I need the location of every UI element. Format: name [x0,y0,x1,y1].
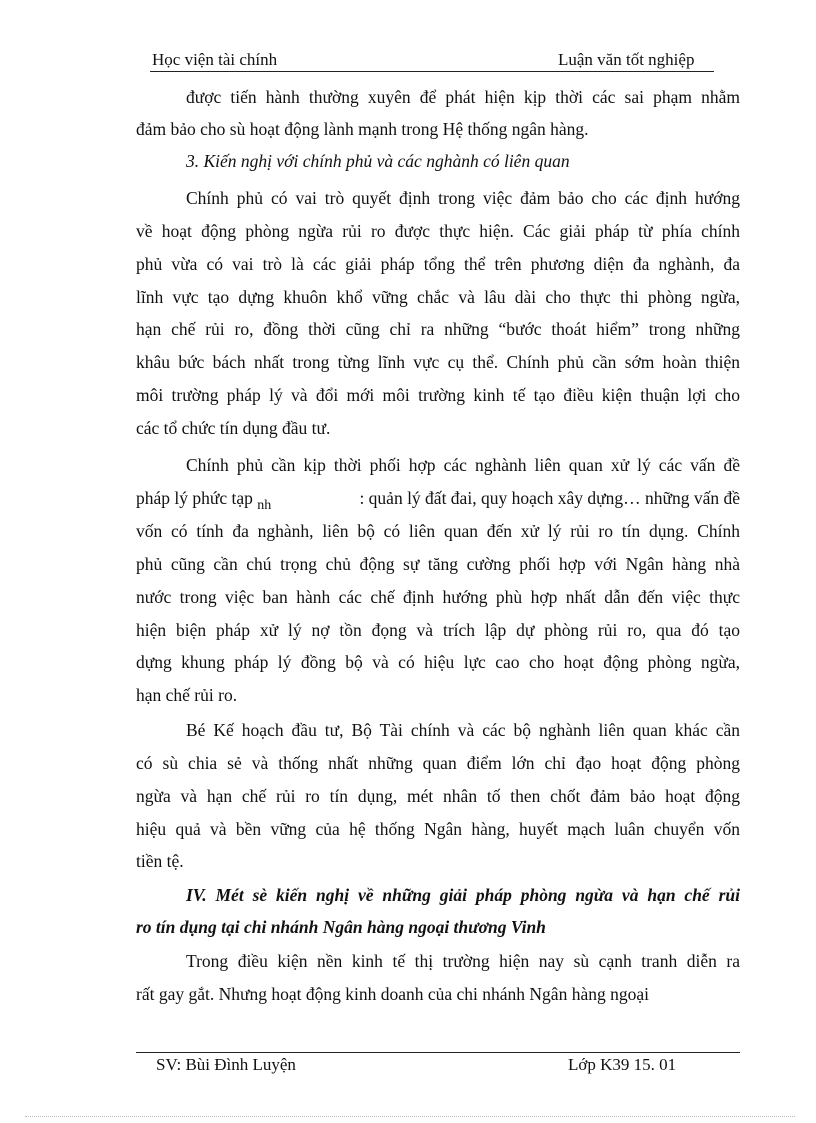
body-line: dựng khung pháp lý đồng bộ và có hiệu lực cao cho hoạt động phòng ngừa, [136,652,740,672]
body-line: Chính phủ có vai trò quyết định trong việc đảm bảo cho các định hướng [186,188,740,208]
line-text: pháp lý phức tạp [136,488,253,508]
body-line: được tiến hành thường xuyên để phát hiện kịp thời các sai phạm nhằm [186,87,740,107]
body-line: hiệu quả và bền vững của hệ thống Ngân hàng, huyết mạch luân chuyển vốn [136,819,740,839]
body-line: hạn chế rủi ro. [136,685,238,705]
page-footer-left: SV: Bùi Đình Luyện [156,1055,296,1074]
line-end: : quản lý đất đai, quy hoạch xây dựng… những vấn đề [359,488,740,508]
body-line: môi trường pháp lý và đổi mới môi trường kinh tế tạo điều kiện thuận lợi cho [136,385,740,405]
body-line: khâu bức bách nhất trong từng lĩnh vực cụ thể. Chính phủ cần sớm hoàn thiện [136,352,740,372]
footer-rule [136,1052,740,1053]
body-line: Chính phủ cần kịp thời phối hợp các nghành liên quan xử lý các vấn đề [186,455,740,475]
body-line: hiện biện pháp xử lý nợ tồn đọng và trích lập dự phòng rủi ro, qua đó tạo [136,620,740,640]
body-line: đảm bảo cho sù hoạt động lành mạnh trong Hệ thống ngân hàng. [136,119,589,139]
section-heading: IV. Mét sè kiến nghị về những giải pháp phòng ngừa và hạn chế rủi [186,885,740,905]
section-heading: ro tín dụng tại chi nhánh Ngân hàng ngoại thương Vinh [136,917,546,937]
body-line: các tổ chức tín dụng đầu tư. [136,418,331,438]
body-line: Trong điều kiện nền kinh tế thị trường hiện nay sù cạnh tranh diễn ra [186,951,740,971]
page-bottom-border [25,1116,795,1117]
body-line: vốn có tính đa nghành, liên bộ có liên quan đến xử lý rủi ro tín dụng. Chính [136,521,740,541]
body-line: ngừa và hạn chế rủi ro tín dụng, mét nhân tố then chốt đảm bảo hoạt động [136,786,740,806]
body-line [136,485,740,511]
body-line: lĩnh vực tạo dựng khuôn khổ vững chắc và lâu dài cho thực thi phòng ngừa, [136,287,740,307]
page-footer-right: Lớp K39 15. 01 [568,1055,677,1074]
body-line: hạn chế rủi ro, đồng thời cũng chỉ ra những “bước thoát hiểm” trong những [136,319,740,339]
body-line: phủ cũng cần chú trọng chủ động sự tăng cường phối hợp với Ngân hàng nhà [136,554,740,574]
body-line: có sù chia sẻ và thống nhất những quan điểm lớn chỉ đạo hoạt động phòng [136,753,740,773]
section-heading: 3. Kiến nghị với chính phủ và các nghành có liên quan [186,151,570,171]
page-header-left: Học viện tài chính [152,50,278,69]
line-start [136,485,271,511]
header-rule [150,71,714,72]
subscript-fragment: nh [257,498,272,513]
body-line: phủ vừa có vai trò là các giải pháp tổng thể trên phương diện đa nghành, đa [136,254,740,274]
body-line: rất gay gắt. Nhưng hoạt động kinh doanh của chi nhánh Ngân hàng ngoại [136,984,649,1004]
body-line: nước trong việc ban hành các chế định hướng phù hợp nhất dẫn đến việc thực [136,587,740,607]
body-line: tiền tệ. [136,851,184,871]
page-header-right: Luận văn tốt nghiệp [558,50,695,69]
body-line: về hoạt động phòng ngừa rủi ro được thực hiện. Các giải pháp từ phía chính [136,221,740,241]
body-line: Bé Kế hoạch đầu tư, Bộ Tài chính và các bộ nghành liên quan khác cần [186,720,740,740]
